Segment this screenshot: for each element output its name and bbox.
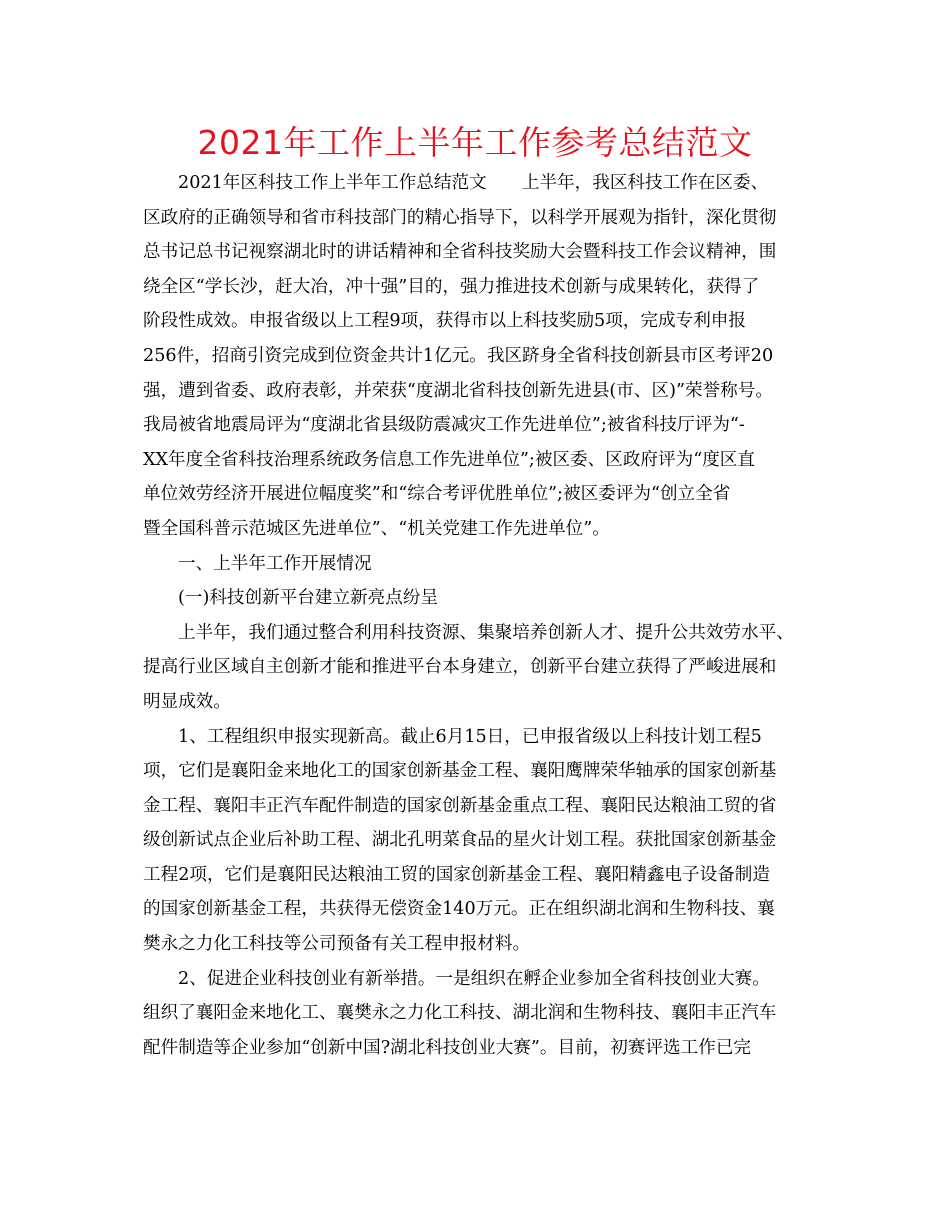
body-line: 提高行业区域自主创新才能和推进平台本身建立，创新平台建立获得了严峻进展和 xyxy=(143,657,777,678)
body-line: 级创新试点企业后补助工程、湖北孔明菜食品的星火计划工程。获批国家创新基金 xyxy=(143,830,777,851)
body-line: 阶段性成效。申报省级以上工程9项，获得市以上科技奖励5项，完成专利申报 xyxy=(143,311,746,332)
body-line: 1、工程组织申报实现新高。截止6月15日，已申报省级以上科技计划工程5 xyxy=(178,726,762,747)
body-line: (一)科技创新平台建立新亮点纷呈 xyxy=(178,588,439,609)
body-line: 绕全区“学长沙，赶大冶，冲十强”目的，强力推进技术创新与成果转化，获得了 xyxy=(143,276,760,297)
document-title: 2021年工作上半年工作参考总结范文 xyxy=(197,123,753,162)
body-line: 工程2项，它们是襄阳民达粮油工贸的国家创新基金工程、襄阳精鑫电子设备制造 xyxy=(143,864,770,885)
body-line: 256件，招商引资完成到位资金共计1亿元。我区跻身全省科技创新县市区考评20 xyxy=(143,345,774,366)
body-line: 项，它们是襄阳金来地化工的国家创新基金工程、襄阳鹰牌荣华轴承的国家创新基 xyxy=(143,761,777,782)
body-line: 樊永之力化工科技等公司预备有关工程申报材料。 xyxy=(143,934,531,955)
body-line: 总书记总书记视察湖北时的讲话精神和全省科技奖励大会暨科技工作会议精神，围 xyxy=(143,242,777,263)
body-line: 一、上半年工作开展情况 xyxy=(178,553,372,574)
body-line: 上半年，我们通过整合利用科技资源、集聚培养创新人才、提升公共效劳水平、 xyxy=(178,622,794,643)
document-body xyxy=(143,166,833,1065)
body-line: 暨全国科普示范城区先进单位”、“机关党建工作先进单位”。 xyxy=(143,518,610,539)
body-line: 的国家创新基金工程，共获得无偿资金140万元。正在组织湖北润和生物科技、襄 xyxy=(143,899,775,920)
body-line: 单位效劳经济开展进位幅度奖”和“综合考评优胜单位”;被区委评为“创立全省 xyxy=(143,484,731,505)
body-line: 区政府的正确领导和省市科技部门的精心指导下，以科学开展观为指针，深化贯彻 xyxy=(143,207,777,228)
body-line: 强，遭到省委、政府表彰，并荣获“度湖北省科技创新先进县(市、区)”荣誉称号。 xyxy=(143,380,773,401)
body-line: 2、促进企业科技创业有新举措。一是组织在孵企业参加全省科技创业大赛。 xyxy=(178,968,770,989)
body-line: 金工程、襄阳丰正汽车配件制造的国家创新基金重点工程、襄阳民达粮油工贸的省 xyxy=(143,795,777,816)
body-line: 组织了襄阳金来地化工、襄樊永之力化工科技、湖北润和生物科技、襄阳丰正汽车 xyxy=(143,1003,777,1024)
body-line: 2021年区科技工作上半年工作总结范文 上半年，我区科技工作在区委、 xyxy=(178,173,769,193)
body-line: XX年度全省科技治理系统政务信息工作先进单位”;被区委、区政府评为“度区直 xyxy=(143,449,755,470)
body-line: 我局被省地震局评为“度湖北省县级防震减灾工作先进单位”;被省科技厅评为“- xyxy=(143,415,745,436)
body-line: 配件制造等企业参加“创新中国?湖北科技创业大赛”。目前，初赛评选工作已完 xyxy=(143,1037,752,1058)
body-line: 明显成效。 xyxy=(143,691,231,712)
